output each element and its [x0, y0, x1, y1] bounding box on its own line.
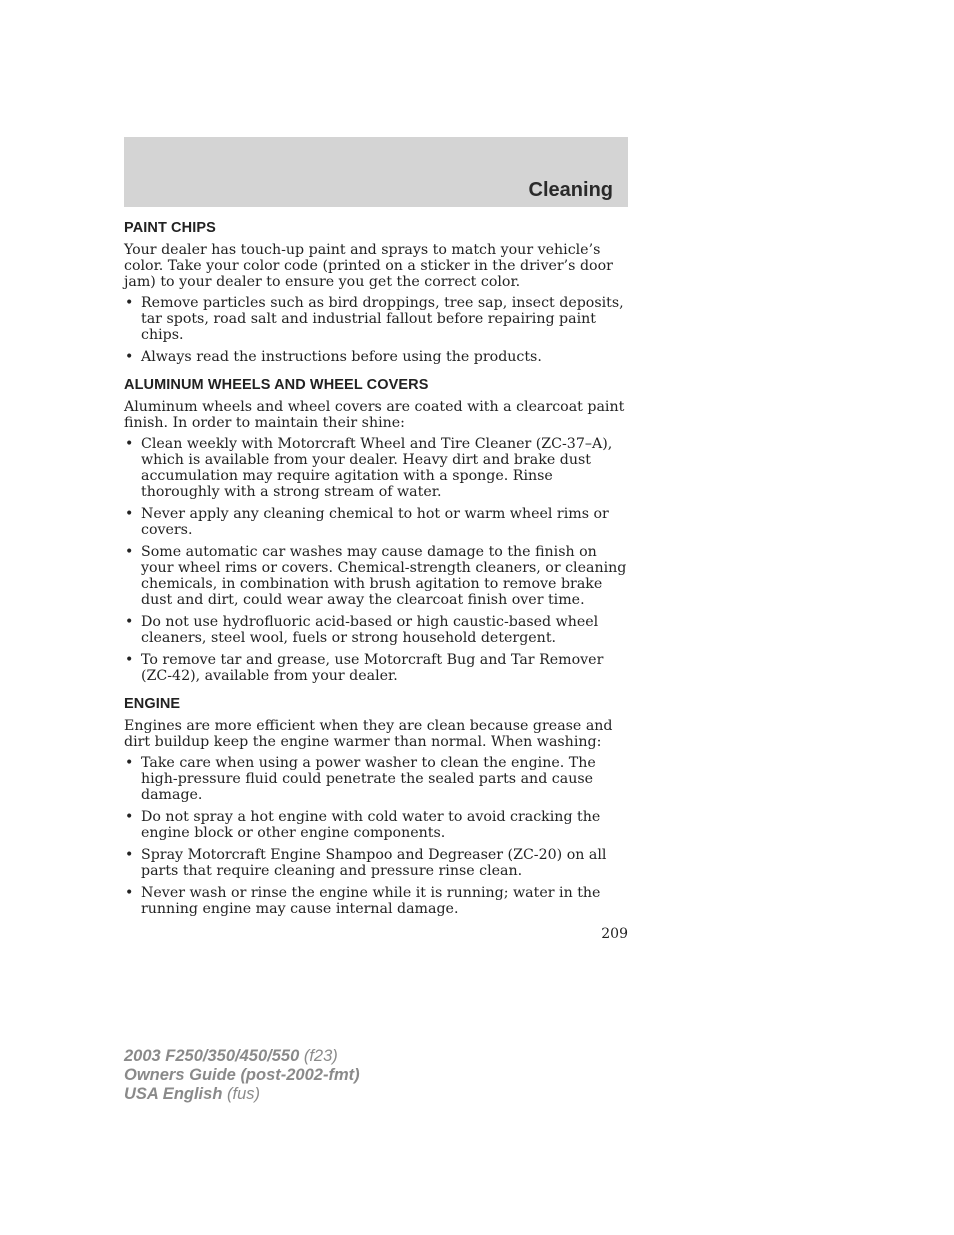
page-title: Cleaning	[528, 179, 613, 201]
section-heading: ALUMINUM WHEELS AND WHEEL COVERS	[124, 377, 429, 393]
list-item: • Never apply any cleaning chemical to hot or warm wheel rims or covers.	[124, 506, 628, 538]
footer-guide: Owners Guide (post-2002-fmt)	[124, 1066, 360, 1084]
footer-line-guide	[124, 1066, 360, 1085]
footer-language-code: (fus)	[227, 1085, 260, 1103]
list-item: • Take care when using a power washer to clean the engine. The high-pressure fluid could penetrate the sealed parts and cause damage.	[124, 755, 628, 803]
list-item: • To remove tar and grease, use Motorcraft Bug and Tar Remover (ZC-42), available from your dealer.	[124, 652, 628, 684]
list-item: • Spray Motorcraft Engine Shampoo and Degreaser (ZC-20) on all parts that require cleaning and pressure rinse clean.	[124, 847, 628, 879]
list-item: • Clean weekly with Motorcraft Wheel and Tire Cleaner (ZC-37–A), which is available from your dealer. Heavy dirt and brake dust accumulation may require agitation with a sponge. Rinse thoroughly with a strong stream of water.	[124, 436, 628, 500]
section-intro: Aluminum wheels and wheel covers are coated with a clearcoat paint finish. In order to maintain their shine:	[124, 399, 625, 431]
list-item: • Do not use hydrofluoric acid-based or high caustic-based wheel cleaners, steel wool, fuels or strong household detergent.	[124, 614, 628, 646]
footer-model: 2003 F250/350/450/550	[124, 1047, 300, 1065]
document-footer	[124, 1047, 360, 1104]
main-content	[124, 220, 628, 929]
list-item: • Never wash or rinse the engine while it is running; water in the running engine may cause internal damage.	[124, 885, 628, 917]
list-item: • Remove particles such as bird droppings, tree sap, insect deposits, tar spots, road salt and industrial fallout before repairing paint chips.	[124, 295, 628, 343]
section-intro: Engines are more efficient when they are clean because grease and dirt buildup keep the engine warmer than normal. When washing:	[124, 718, 613, 750]
list-item: • Do not spray a hot engine with cold water to avoid cracking the engine block or other engine components.	[124, 809, 628, 841]
footer-language: USA English	[124, 1085, 223, 1103]
section-engine	[124, 696, 628, 917]
header-band	[124, 137, 628, 207]
bullet-list	[124, 755, 628, 917]
list-item: • Some automatic car washes may cause damage to the finish on your wheel rims or covers. Chemical-strength cleaners, or cleaning chemicals, in combination with brush agitation to remove brake dust and dirt, could wear away the clearcoat finish over time.	[124, 544, 628, 608]
section-aluminum-wheels	[124, 377, 628, 684]
bullet-list	[124, 436, 628, 684]
section-paint-chips	[124, 220, 628, 365]
section-heading: ENGINE	[124, 696, 181, 712]
footer-model-code: (f23)	[303, 1047, 338, 1065]
footer-line-model	[124, 1047, 360, 1066]
bullet-list	[124, 295, 628, 365]
section-intro: Your dealer has touch-up paint and sprays to match your vehicle’s color. Take your color code (printed on a sticker in the driver’s door jam) to your dealer to ensure you get the correct color.	[124, 242, 613, 290]
section-heading: PAINT CHIPS	[124, 220, 216, 236]
page-number: 209	[601, 926, 628, 942]
footer-line-language	[124, 1085, 360, 1104]
list-item: • Always read the instructions before using the products.	[124, 349, 628, 365]
